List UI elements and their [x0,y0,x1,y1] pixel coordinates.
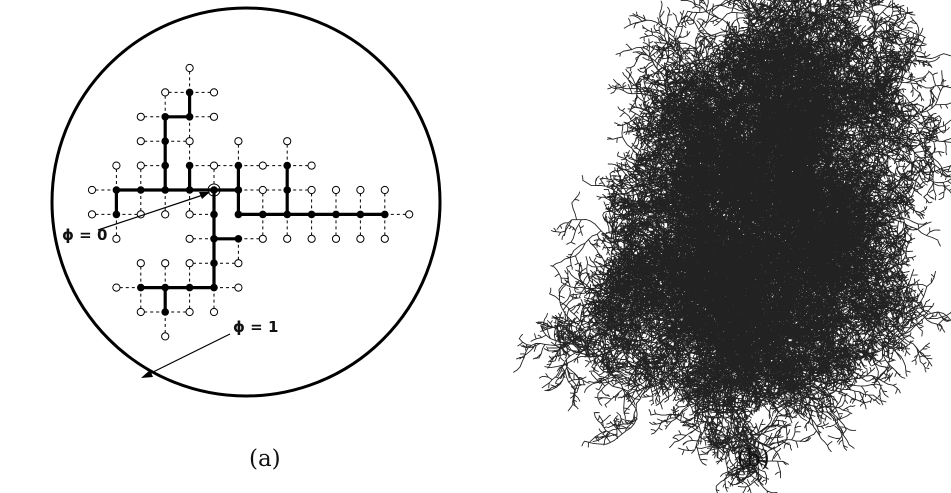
cluster-bonds [116,92,384,312]
growth-site [210,89,217,96]
cluster-site [186,186,194,194]
growth-site [210,162,217,169]
cluster-sites [113,89,389,316]
cluster-site [259,211,267,219]
phi1-label: ϕ = 1 [233,318,279,336]
cluster-site [137,284,145,292]
cluster-site [161,137,169,145]
growth-site [210,113,217,120]
growth-site [88,211,95,218]
growth-site [162,333,169,340]
growth-site [235,284,242,291]
cluster-site [161,162,169,170]
growth-site [137,138,144,145]
cluster-site [161,308,169,316]
growth-site [308,162,315,169]
growth-site [210,308,217,315]
cluster-site [235,162,243,170]
cluster-site [235,186,243,194]
growth-site [162,211,169,218]
growth-site [162,260,169,267]
growth-site [308,186,315,193]
cluster-site [186,284,194,292]
caption-b: (b) [737,446,770,472]
growth-sites-lines [92,68,409,336]
growth-site [137,308,144,315]
cluster-site [210,235,218,243]
cluster-site [283,162,291,170]
cluster-site [308,211,316,219]
growth-sites [88,64,412,340]
growth-site [284,235,291,242]
growth-site [162,89,169,96]
growth-site [113,162,120,169]
growth-site [113,284,120,291]
growth-site [137,162,144,169]
growth-site [186,260,193,267]
panel-b-dla-cluster [514,0,951,493]
growth-site [137,113,144,120]
panel-a [52,8,440,396]
cluster-site [210,186,218,194]
cluster-site [210,284,218,292]
cluster-site [283,186,291,194]
phi0-arrow-head [199,192,210,199]
cluster-site [186,89,194,97]
caption-a: (a) [249,446,281,472]
growth-site [332,186,339,193]
growth-site [186,138,193,145]
growth-site [308,235,315,242]
cluster-site [113,186,121,194]
growth-site [259,235,266,242]
cluster-site [137,186,145,194]
growth-site [357,186,364,193]
boundary-circle [52,8,440,396]
cluster-site [161,113,169,121]
growth-site [186,235,193,242]
growth-site [357,235,364,242]
growth-site [186,64,193,71]
growth-site [88,186,95,193]
cluster-site [357,211,365,219]
growth-site [332,235,339,242]
cluster-site [161,284,169,292]
growth-site [186,211,193,218]
cluster-site [113,211,121,219]
cluster-site [235,235,243,243]
growth-site [113,235,120,242]
growth-site [381,186,388,193]
growth-site [284,138,291,145]
dla-branches [514,0,951,493]
phi1-arrow-line [145,334,230,376]
cluster-site [161,186,169,194]
phi0-label: ϕ = 0 [62,226,108,244]
cluster-site [210,211,218,219]
cluster-site [235,211,243,219]
growth-site [235,260,242,267]
growth-site [259,186,266,193]
cluster-site [210,259,218,267]
growth-site [406,211,413,218]
cluster-site [283,211,291,219]
cluster-site [186,113,194,121]
cluster-site [186,162,194,170]
growth-site [235,138,242,145]
growth-site [186,308,193,315]
growth-site [259,162,266,169]
growth-site [381,235,388,242]
cluster-site [381,211,389,219]
cluster-site [332,211,340,219]
growth-site [137,260,144,267]
